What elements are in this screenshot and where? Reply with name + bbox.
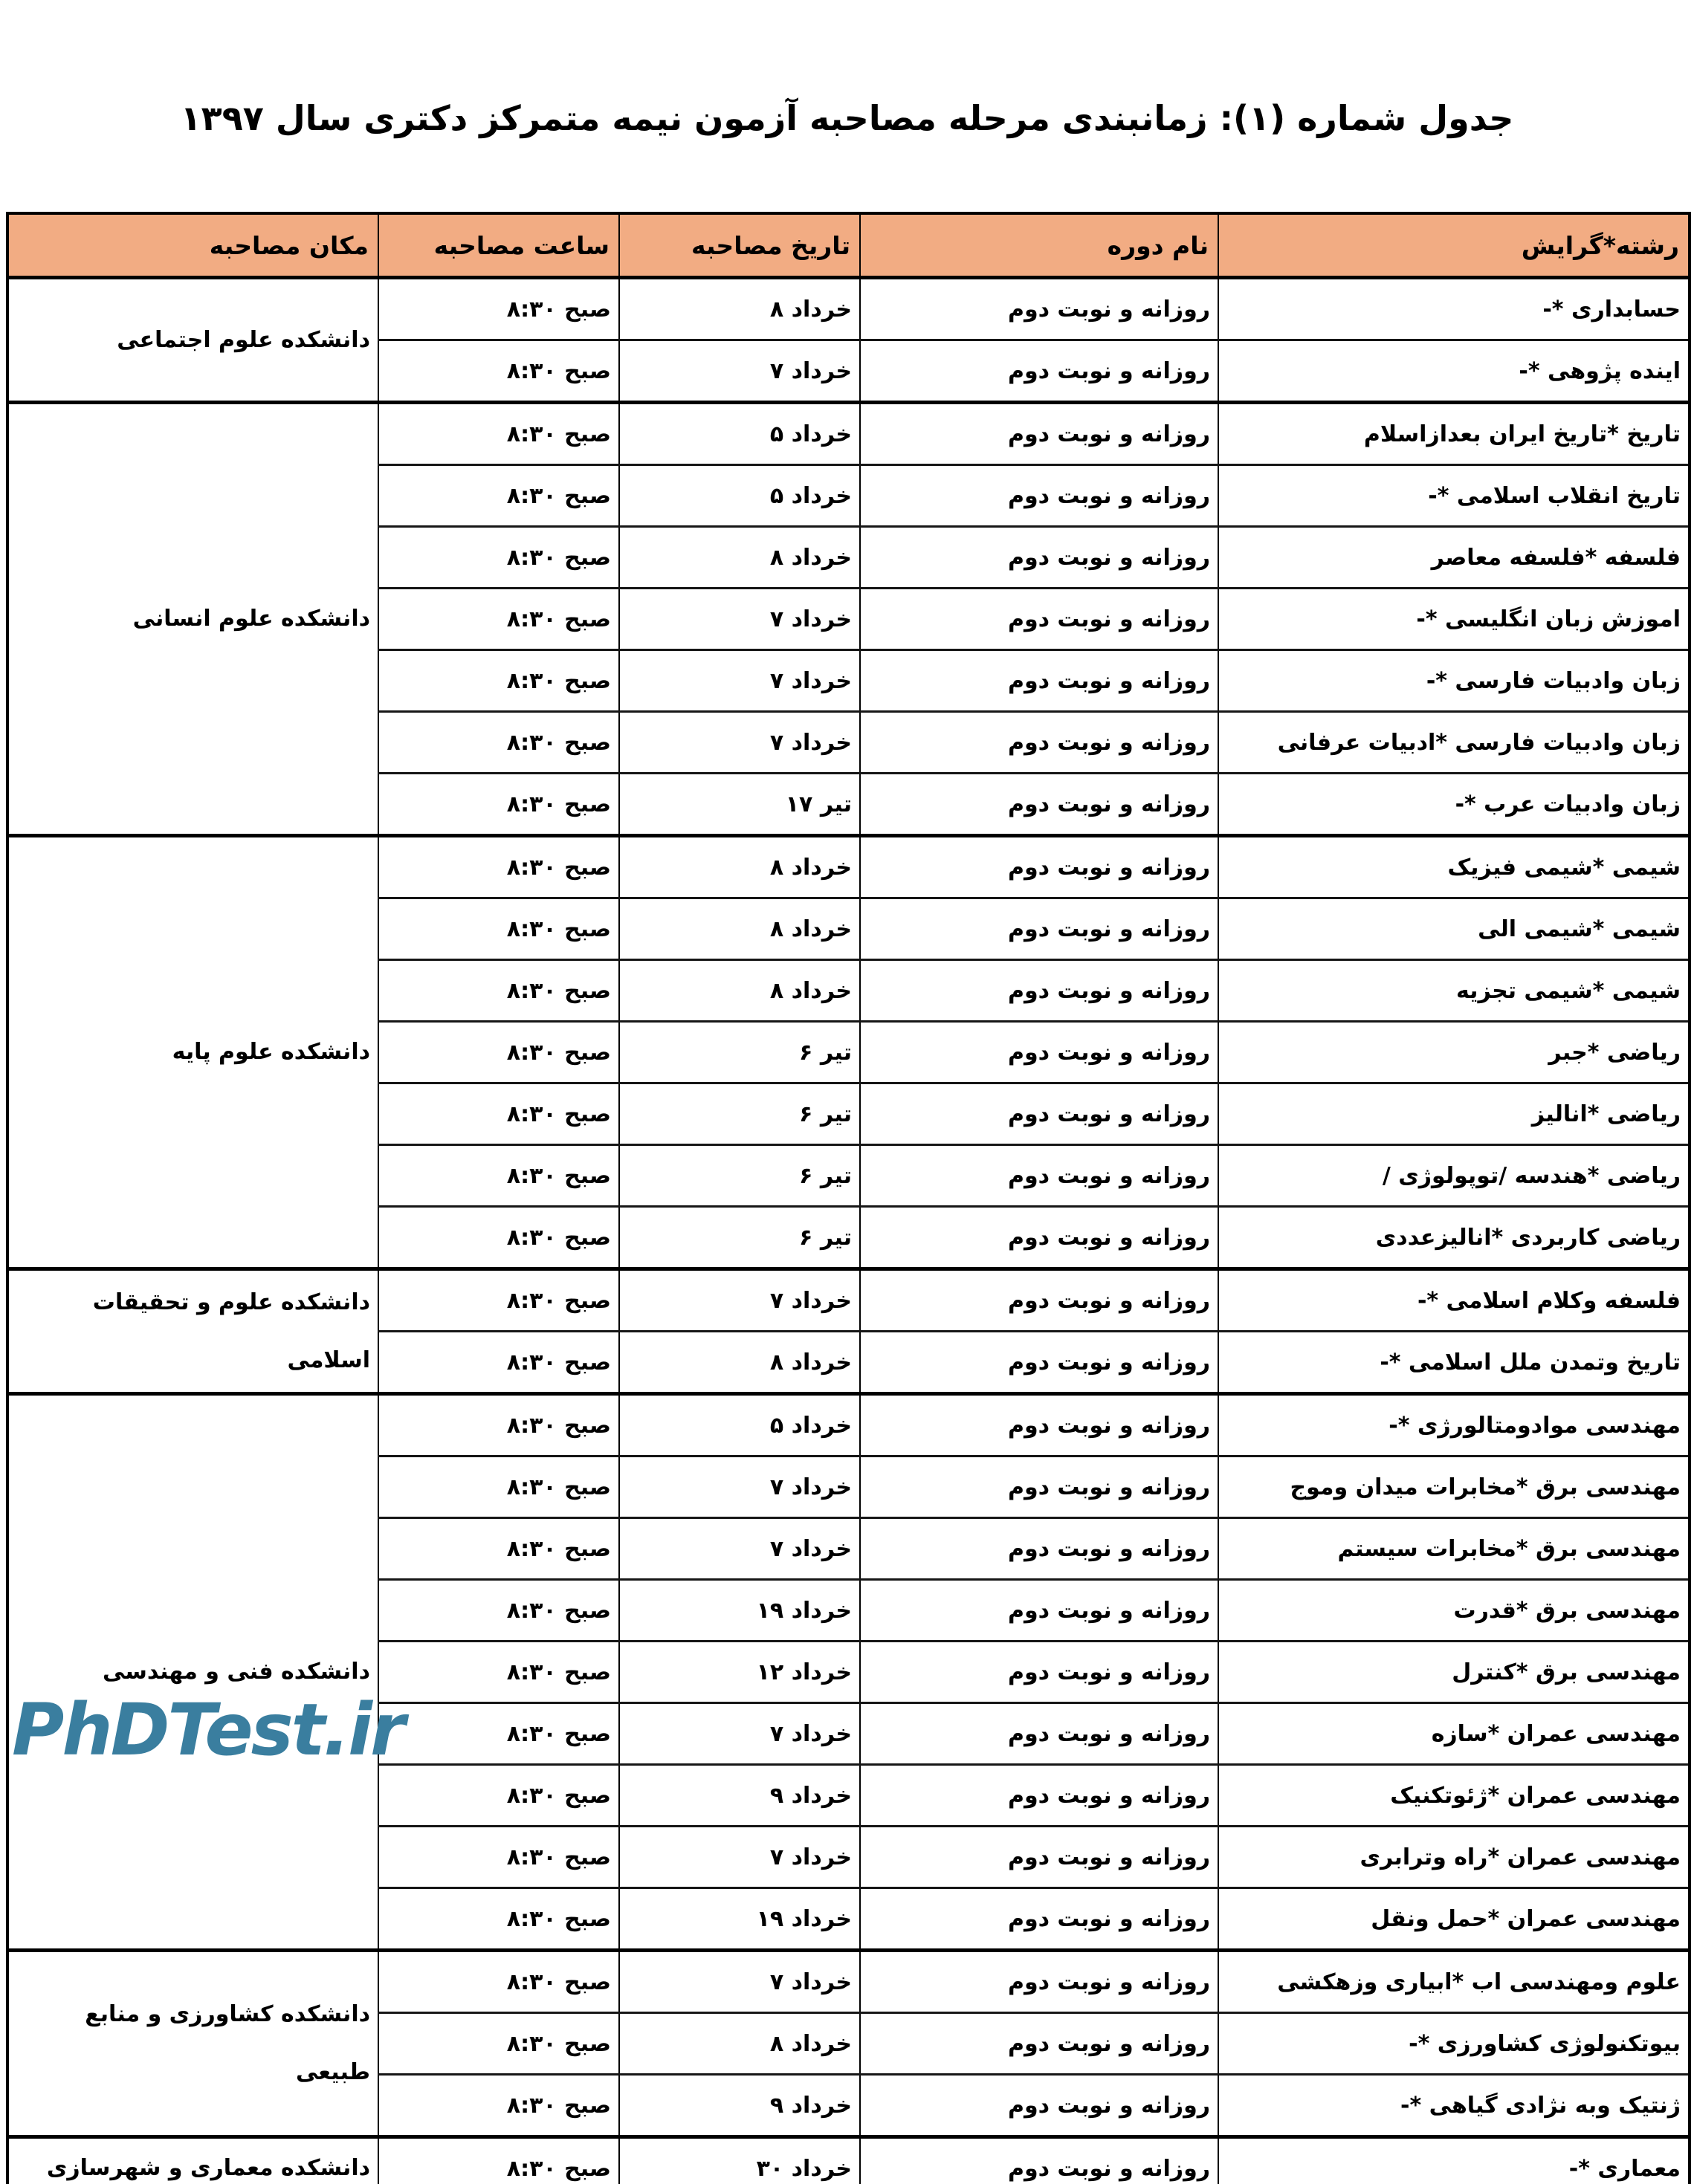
- interview-time-cell: ۸:۳۰ صبح: [378, 1827, 619, 1888]
- watermark: PhDTest.ir: [12, 1688, 404, 1772]
- program-cell: روزانه و نوبت دوم: [860, 1207, 1218, 1269]
- interview-date-cell: ۱۹ خرداد: [619, 1888, 860, 1951]
- interview-date-cell: ۵ خرداد: [619, 1394, 860, 1456]
- program-cell: روزانه و نوبت دوم: [860, 403, 1218, 465]
- program-cell: روزانه و نوبت دوم: [860, 340, 1218, 403]
- interview-date-cell: ۸ خرداد: [619, 278, 860, 340]
- field-cell: زبان وادبیات فارسی *ادبیات عرفانی: [1218, 712, 1690, 774]
- program-cell: روزانه و نوبت دوم: [860, 1518, 1218, 1580]
- interview-date-cell: ۶ تیر: [619, 1145, 860, 1207]
- field-cell: شیمی *شیمی الی: [1218, 898, 1690, 960]
- interview-time-cell: ۸:۳۰ صبح: [378, 1951, 619, 2013]
- field-cell: ریاضی کاربردی *انالیزعددی: [1218, 1207, 1690, 1269]
- field-cell: ژنتیک وبه نژادی گیاهی *-: [1218, 2075, 1690, 2137]
- interview-time-cell: ۸:۳۰ صبح: [378, 1332, 619, 1394]
- interview-time-cell: ۸:۳۰ صبح: [378, 2013, 619, 2075]
- table-row: [7, 2137, 1690, 2184]
- interview-date-cell: ۷ خرداد: [619, 712, 860, 774]
- table-row: [7, 403, 1690, 465]
- header-time: ساعت مصاحبه: [378, 213, 619, 278]
- program-cell: روزانه و نوبت دوم: [860, 1332, 1218, 1394]
- interview-date-cell: ۶ تیر: [619, 1083, 860, 1145]
- interview-time-cell: ۸:۳۰ صبح: [378, 1765, 619, 1827]
- program-cell: روزانه و نوبت دوم: [860, 2013, 1218, 2075]
- program-cell: روزانه و نوبت دوم: [860, 465, 1218, 527]
- program-cell: روزانه و نوبت دوم: [860, 1765, 1218, 1827]
- interview-time-cell: ۸:۳۰ صبح: [378, 712, 619, 774]
- interview-time-cell: ۸:۳۰ صبح: [378, 1145, 619, 1207]
- interview-date-cell: ۸ خرداد: [619, 836, 860, 898]
- interview-time-cell: ۸:۳۰ صبح: [378, 960, 619, 1022]
- program-cell: روزانه و نوبت دوم: [860, 1083, 1218, 1145]
- interview-date-cell: ۵ خرداد: [619, 465, 860, 527]
- program-cell: روزانه و نوبت دوم: [860, 774, 1218, 836]
- faculty-location-cell: دانشکده علوم و تحقیقات اسلامی: [7, 1269, 378, 1394]
- program-cell: روزانه و نوبت دوم: [860, 898, 1218, 960]
- program-cell: روزانه و نوبت دوم: [860, 1642, 1218, 1703]
- program-cell: روزانه و نوبت دوم: [860, 1022, 1218, 1083]
- field-cell: مهندسی موادومتالورژی *-: [1218, 1394, 1690, 1456]
- interview-time-cell: ۸:۳۰ صبح: [378, 1269, 619, 1332]
- field-cell: فلسفه وکلام اسلامی *-: [1218, 1269, 1690, 1332]
- interview-time-cell: ۸:۳۰ صبح: [378, 1642, 619, 1703]
- program-cell: روزانه و نوبت دوم: [860, 650, 1218, 712]
- program-cell: روزانه و نوبت دوم: [860, 2075, 1218, 2137]
- field-cell: بیوتکنولوژی کشاورزی *-: [1218, 2013, 1690, 2075]
- interview-date-cell: ۹ خرداد: [619, 1765, 860, 1827]
- faculty-location-cell: دانشکده علوم انسانی: [7, 403, 378, 836]
- interview-date-cell: ۳۰ خرداد: [619, 2137, 860, 2184]
- interview-date-cell: ۷ خرداد: [619, 1827, 860, 1888]
- interview-time-cell: ۸:۳۰ صبح: [378, 589, 619, 650]
- interview-time-cell: ۸:۳۰ صبح: [378, 340, 619, 403]
- interview-date-cell: ۱۷ تیر: [619, 774, 860, 836]
- program-cell: روزانه و نوبت دوم: [860, 836, 1218, 898]
- interview-time-cell: ۸:۳۰ صبح: [378, 2137, 619, 2184]
- field-cell: فلسفه *فلسفه معاصر: [1218, 527, 1690, 589]
- interview-time-cell: ۸:۳۰ صبح: [378, 1207, 619, 1269]
- interview-date-cell: ۵ خرداد: [619, 403, 860, 465]
- faculty-location-cell: دانشکده معماری و شهرسازی: [7, 2137, 378, 2184]
- interview-time-cell: ۸:۳۰ صبح: [378, 1394, 619, 1456]
- interview-time-cell: ۸:۳۰ صبح: [378, 1703, 619, 1765]
- field-cell: ریاضی *جبر: [1218, 1022, 1690, 1083]
- table-row: [7, 1269, 1690, 1332]
- field-cell: مهندسی برق *مخابرات میدان وموج: [1218, 1456, 1690, 1518]
- interview-time-cell: ۸:۳۰ صبح: [378, 898, 619, 960]
- page-title: جدول شماره (۱): زمانبندی مرحله مصاحبه آزمون نیمه متمرکز دکتری سال ۱۳۹۷: [180, 98, 1514, 138]
- interview-date-cell: ۷ خرداد: [619, 589, 860, 650]
- interview-time-cell: ۸:۳۰ صبح: [378, 1580, 619, 1642]
- program-cell: روزانه و نوبت دوم: [860, 1827, 1218, 1888]
- field-cell: مهندسی برق *کنترل: [1218, 1642, 1690, 1703]
- program-cell: روزانه و نوبت دوم: [860, 960, 1218, 1022]
- interview-date-cell: ۶ تیر: [619, 1022, 860, 1083]
- field-cell: زبان وادبیات فارسی *-: [1218, 650, 1690, 712]
- program-cell: روزانه و نوبت دوم: [860, 1951, 1218, 2013]
- table-row: [7, 836, 1690, 898]
- program-cell: روزانه و نوبت دوم: [860, 1145, 1218, 1207]
- interview-time-cell: ۸:۳۰ صبح: [378, 2075, 619, 2137]
- interview-date-cell: ۶ تیر: [619, 1207, 860, 1269]
- interview-date-cell: ۷ خرداد: [619, 1518, 860, 1580]
- interview-time-cell: ۸:۳۰ صبح: [378, 1022, 619, 1083]
- interview-date-cell: ۱۲ خرداد: [619, 1642, 860, 1703]
- schedule-table-container: [6, 212, 1691, 2184]
- interview-date-cell: ۷ خرداد: [619, 1951, 860, 2013]
- program-cell: روزانه و نوبت دوم: [860, 1456, 1218, 1518]
- field-cell: علوم ومهندسی اب *ابیاری وزهکشی: [1218, 1951, 1690, 2013]
- interview-date-cell: ۷ خرداد: [619, 650, 860, 712]
- program-cell: روزانه و نوبت دوم: [860, 2137, 1218, 2184]
- interview-time-cell: ۸:۳۰ صبح: [378, 774, 619, 836]
- interview-date-cell: ۸ خرداد: [619, 898, 860, 960]
- table-row: [7, 1394, 1690, 1456]
- program-cell: روزانه و نوبت دوم: [860, 712, 1218, 774]
- field-cell: مهندسی برق *قدرت: [1218, 1580, 1690, 1642]
- interview-schedule-table: [6, 212, 1691, 2184]
- interview-date-cell: ۷ خرداد: [619, 1456, 860, 1518]
- field-cell: ریاضی *هندسه /توپولوژی /: [1218, 1145, 1690, 1207]
- faculty-location-cell: دانشکده فنی و مهندسی: [7, 1394, 378, 1951]
- header-row: [7, 213, 1690, 278]
- field-cell: اموزش زبان انگلیسی *-: [1218, 589, 1690, 650]
- header-location: مکان مصاحبه: [7, 213, 378, 278]
- interview-date-cell: ۸ خرداد: [619, 2013, 860, 2075]
- interview-date-cell: ۸ خرداد: [619, 960, 860, 1022]
- table-header: [7, 213, 1690, 278]
- interview-time-cell: ۸:۳۰ صبح: [378, 1456, 619, 1518]
- field-cell: مهندسی عمران *حمل ونقل: [1218, 1888, 1690, 1951]
- interview-time-cell: ۸:۳۰ صبح: [378, 1083, 619, 1145]
- interview-date-cell: ۷ خرداد: [619, 1703, 860, 1765]
- field-cell: تاریخ وتمدن ملل اسلامی *-: [1218, 1332, 1690, 1394]
- interview-time-cell: ۸:۳۰ صبح: [378, 1518, 619, 1580]
- program-cell: روزانه و نوبت دوم: [860, 1580, 1218, 1642]
- program-cell: روزانه و نوبت دوم: [860, 1888, 1218, 1951]
- table-row: [7, 278, 1690, 340]
- interview-date-cell: ۸ خرداد: [619, 1332, 860, 1394]
- field-cell: حسابداری *-: [1218, 278, 1690, 340]
- program-cell: روزانه و نوبت دوم: [860, 1269, 1218, 1332]
- interview-date-cell: ۷ خرداد: [619, 340, 860, 403]
- program-cell: روزانه و نوبت دوم: [860, 527, 1218, 589]
- field-cell: معماری *-: [1218, 2137, 1690, 2184]
- program-cell: روزانه و نوبت دوم: [860, 1703, 1218, 1765]
- field-cell: ریاضی *انالیز: [1218, 1083, 1690, 1145]
- interview-time-cell: ۸:۳۰ صبح: [378, 527, 619, 589]
- faculty-location-cell: دانشکده علوم پایه: [7, 836, 378, 1269]
- interview-time-cell: ۸:۳۰ صبح: [378, 278, 619, 340]
- faculty-location-cell: دانشکده کشاورزی و منابع طبیعی: [7, 1951, 378, 2137]
- interview-time-cell: ۸:۳۰ صبح: [378, 650, 619, 712]
- program-cell: روزانه و نوبت دوم: [860, 589, 1218, 650]
- field-cell: مهندسی عمران *سازه: [1218, 1703, 1690, 1765]
- table-row: [7, 1951, 1690, 2013]
- field-cell: شیمی *شیمی تجزیه: [1218, 960, 1690, 1022]
- interview-time-cell: ۸:۳۰ صبح: [378, 403, 619, 465]
- interview-date-cell: ۸ خرداد: [619, 527, 860, 589]
- interview-time-cell: ۸:۳۰ صبح: [378, 465, 619, 527]
- interview-time-cell: ۸:۳۰ صبح: [378, 836, 619, 898]
- interview-date-cell: ۷ خرداد: [619, 1269, 860, 1332]
- program-cell: روزانه و نوبت دوم: [860, 278, 1218, 340]
- field-cell: شیمی *شیمی فیزیک: [1218, 836, 1690, 898]
- field-cell: مهندسی برق *مخابرات سیستم: [1218, 1518, 1690, 1580]
- program-cell: روزانه و نوبت دوم: [860, 1394, 1218, 1456]
- header-program: نام دوره: [860, 213, 1218, 278]
- header-field: رشته*گرایش: [1218, 213, 1690, 278]
- field-cell: تاریخ انقلاب اسلامی *-: [1218, 465, 1690, 527]
- interview-time-cell: ۸:۳۰ صبح: [378, 1888, 619, 1951]
- faculty-location-cell: دانشکده علوم اجتماعی: [7, 278, 378, 403]
- interview-date-cell: ۱۹ خرداد: [619, 1580, 860, 1642]
- field-cell: اینده پژوهی *-: [1218, 340, 1690, 403]
- header-date: تاریخ مصاحبه: [619, 213, 860, 278]
- field-cell: مهندسی عمران *راه وترابری: [1218, 1827, 1690, 1888]
- field-cell: زبان وادبیات عرب *-: [1218, 774, 1690, 836]
- field-cell: مهندسی عمران *ژئوتکنیک: [1218, 1765, 1690, 1827]
- table-body: [7, 278, 1690, 2184]
- interview-date-cell: ۹ خرداد: [619, 2075, 860, 2137]
- field-cell: تاریخ *تاریخ ایران بعدازاسلام: [1218, 403, 1690, 465]
